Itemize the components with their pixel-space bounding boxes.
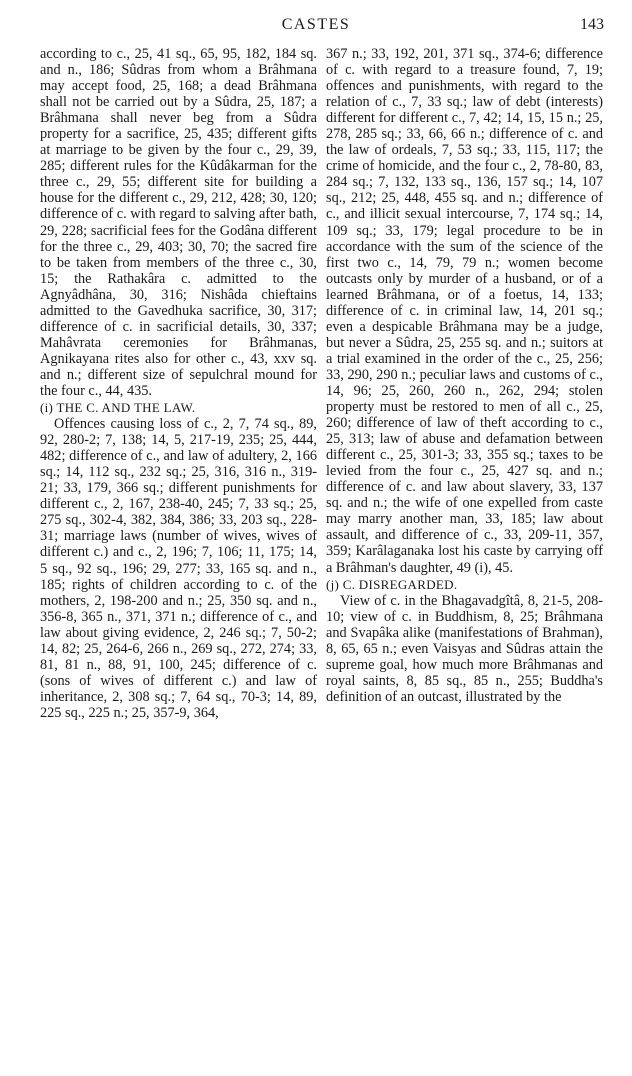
index-entry-law: Offences causing loss of c., 2, 7, 74 sq., 89, 92, 280-2; 7, 138; 14, 5, 217-19, 235; 25, 444, 482; difference of c., and law of adultery, 2, 166 sq.; 14, 112 sq., 232 sq.; 25, 316, 316 n., 319-21; 33, 179, 366 sq.; different punishments for different c., 2, 167, 238-40, 245; 7, 33 sq.; 25, 275 sq., 302-4, 382, 384, 386; 33, 203 sq., 228-31; marriage laws (number of wives, wives of different c.) and c., 2, 196; 7, 106; 11, 175; 14, 5 sq., 92 sq., 196; 29, 277; 33, 165 sq. and n., 185; rights of children according to c. of the mothers, 2, 198-200 and n.; 25, 350 sq. and n., 356-8, 365 n., 371, 371 n.; difference of c., and law about giving evidence, 2, 246 sq.; 7, 50-2; 14, 82; 25, 264-6, 266 n., 269 sq., 272, 274; 33, 81, 81 n., 88, 91, 100, 245; difference of c. (sons of wives of different c.) and law of inheritance, 2, 308 sq.; 7, 64 sq., 70-3; 14, 89, 225 sq., 225 n.; 25, 357-9, 364, bbox=[40, 416, 317, 721]
page-number: 143 bbox=[580, 16, 604, 33]
index-entry-continuation: 367 n.; 33, 192, 201, 371 sq., 374-6; difference of c. with regard to a treasure found, 7, 19; offences and punishments, with regard to the relation of c., 7, 33 sq.; law of debt (interests) different for different c., 7, 42; 14, 15, 15 n.; 25, 278, 285 sq.; 33, 66, 66 n.; difference of c. and the law of ordeals, 7, 53 sq.; 33, 115, 117; the crime of homicide, and the four c., 2, 78-80, 83, 284 sq.; 7, 132, 133 sq., 136, 157 sq.; 14, 107 sq., 212; 25, 448, 455 sq. and n.; difference of c., and illicit sexual intercourse, 7, 174 sq.; 14, 109 sq.; 33, 179; legal procedure to be in accordance with the sum of the science of the first two c., 14, 79, 79 n.; women become outcasts only by murder of a husband, or of a learned Brâhmana, or of a foetus, 14, 133; difference of c. in criminal law, 14, 201 sq.; even a despicable Brâhmana may be a judge, but never a Sûdra, 25, 255 sq. and n.; suitors at a trial examined in the order of the c., 25, 256; 33, 290, 290 n.; peculiar laws and customs of c., 14, 96; 25, 260, 260 n., 262, 294; stolen property must be restored to men of all c., 25, 260; difference of law of theft according to c., 25, 313; law of abuse and defamation between different c., 25, 301-3; 33, 355 sq.; taxes to be levied from the four c., 25, 427 sq. and n.; difference of c. and law about slavery, 33, 137 sq. and n.; the wife of one expelled from caste may marry another man, 33, 185; law about assault, and difference of c., 33, 209-11, 357, 359; Karâlaganaka lost his caste by carrying off a Brâhman's daughter, 49 (i), 45. bbox=[326, 46, 603, 576]
left-column bbox=[40, 46, 317, 721]
index-entry-continuation: according to c., 25, 41 sq., 65, 95, 182, 184 sq. and n., 186; Sûdras from whom a Brâhmana may accept food, 25, 168; a dead Brâhmana shall not be carried out by a Sûdra, 25, 187; a Brâhmana shall never beg from a Sûdra property for a sacrifice, 25, 435; different gifts at marriage to be given by the four c., 29, 39, 285; different rules for the Kûdâkarman for the three c., 29, 55; different site for building a house for the different c., 29, 212, 428; 30, 120; difference of c. with regard to salving after bath, 29, 228; sacrificial fees for the Godâna different for the three c., 29, 403; 30, 70; the sacred fire to be taken from members of the three c., 30, 15; the Rathakâra c. admitted to the Agnyâdhâna, 30, 316; Nishâda chieftains admitted to the Gavedhuka sacrifice, 30, 317; difference of c. in sacrificial details, 30, 337; Mahâvrata ceremonies for Brâhmanas, Agnikayana rites also for other c., 43, xxv sq. and n.; different size of sepulchral mound for the four c., 44, 435. bbox=[40, 46, 317, 399]
right-column bbox=[326, 46, 603, 705]
subsection-heading-disregarded: (j) C. DISREGARDED. bbox=[326, 576, 458, 592]
page-header bbox=[0, 16, 632, 40]
index-entry-disregarded: View of c. in the Bhagavadgîtâ, 8, 21-5, 208-10; view of c. in Buddhism, 8, 25; Brâhmana and Svapâka alike (manifestations of Brahman), 8, 65, 65 n.; even Vaisyas and Sûdras attain the supreme goal, how much more Brâhmanas and royal saints, 8, 85 sq., 85 n., 255; Buddha's definition of an outcast, illustrated by the bbox=[326, 592, 603, 705]
running-title: CASTES bbox=[281, 16, 351, 33]
subsection-heading-law: (i) THE C. AND THE LAW. bbox=[40, 400, 196, 416]
